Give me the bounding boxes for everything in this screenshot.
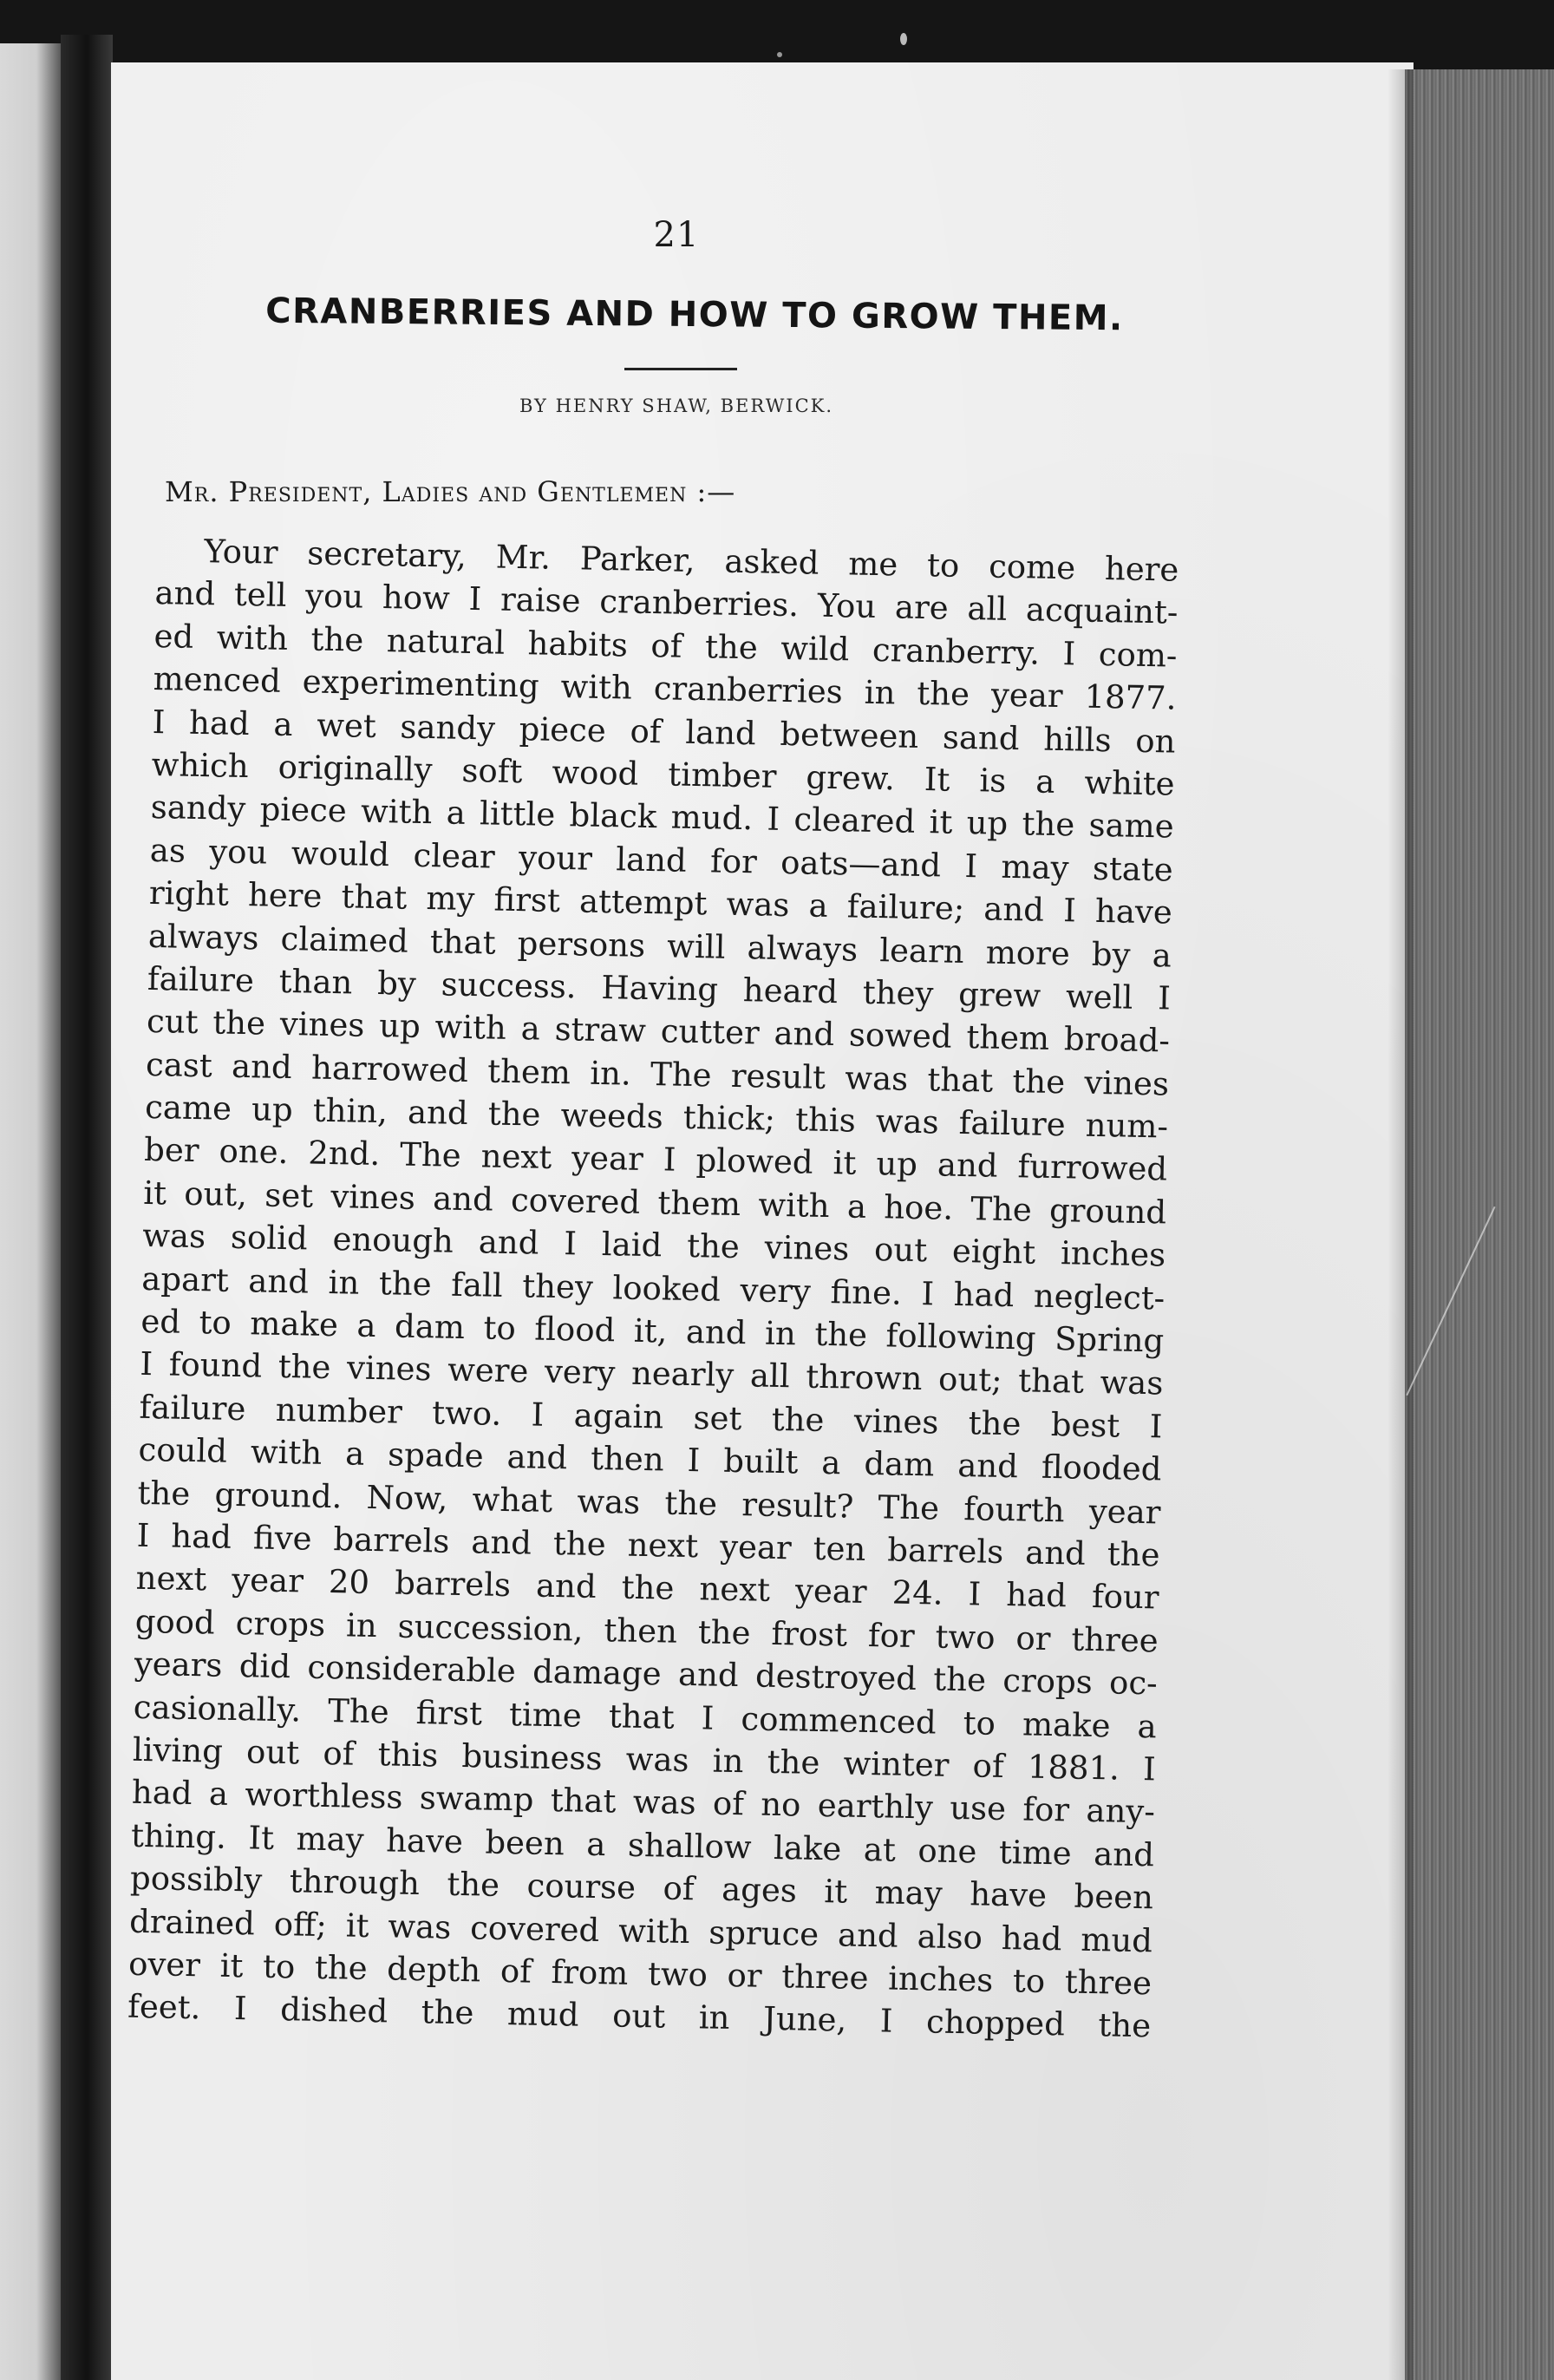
dust-speck — [900, 33, 907, 45]
text-line: possibly through the course of ages it may have been — [129, 1859, 1154, 1917]
text-line: casionally. The first time that I commenced to make a — [133, 1688, 1158, 1745]
article-title: CRANBERRIES AND HOW TO GROW THEM. — [265, 291, 1124, 339]
text-line: as you would clear your land for oats—and I may state — [149, 831, 1174, 889]
text-line: ed to make a dam to flood it, and in the following Spring — [140, 1302, 1165, 1360]
text-line: and tell you how I raise cranberries. You are all acquaint- — [154, 574, 1179, 632]
text-line: living out of this business was in the winter of 1881. I — [132, 1730, 1157, 1788]
text-line: which originally soft wood timber grew. It is a white — [151, 745, 1175, 803]
text-line: failure than by success. Having heard they grew well I — [147, 959, 1172, 1017]
text-line: next year 20 barrels and the next year 24. I had four — [135, 1559, 1159, 1617]
text-line: came up thin, and the weeds thick; this was failure num- — [144, 1088, 1169, 1146]
text-line: the ground. Now, what was the result? The fourth year — [137, 1474, 1161, 1532]
text-line: had a worthless swamp that was of no earthly use for any- — [131, 1774, 1156, 1831]
text-line: thing. It may have been a shallow lake at one time and — [130, 1816, 1155, 1874]
title-divider — [624, 368, 737, 370]
book-gutter — [61, 35, 113, 2380]
dust-speck — [777, 52, 782, 57]
text-line: cut the vines up with a straw cutter and sowed them broad- — [146, 1003, 1171, 1060]
text-line: good crops in succession, then the frost for two or three — [134, 1602, 1159, 1660]
text-line: right here that my first attempt was a failure; and I have — [148, 874, 1173, 932]
author-byline: BY HENRY SHAW, BERWICK. — [519, 396, 834, 416]
text-line: sandy piece with a little black mud. I cleared it up the same — [150, 788, 1175, 846]
text-line: I had a wet sandy piece of land between sand hills on — [152, 703, 1176, 761]
page-stack-edge — [1405, 69, 1554, 2380]
text-line: always claimed that persons will always learn more by a — [147, 917, 1172, 975]
text-line: I found the vines were very nearly all thrown out; that was — [140, 1345, 1164, 1402]
text-line: cast and harrowed them in. The result was that the vines — [145, 1045, 1170, 1103]
text-line: Your secretary, Mr. Parker, asked me to come here — [204, 533, 1179, 589]
page-edge-shadow — [1388, 69, 1414, 2380]
text-line: could with a spade and then I built a dam and flooded — [138, 1431, 1162, 1488]
text-line: it out, set vines and covered them with a hoe. The ground — [142, 1174, 1167, 1232]
text-line: feet. I dished the mud out in June, I chopped the — [127, 1987, 1152, 2045]
text-line: years did considerable damage and destroyed the crops oc- — [134, 1644, 1159, 1703]
text-line: over it to the depth of from two or three inches to three — [127, 1945, 1152, 2003]
text-line: ed with the natural habits of the wild cranberry. I com- — [153, 617, 1178, 675]
text-line: apart and in the fall they looked very fine. I had neglect- — [140, 1259, 1166, 1318]
facing-page-edge — [0, 43, 61, 2380]
text-line: drained off; it was covered with spruce and also had mud — [128, 1902, 1153, 1959]
text-line: ber one. 2nd. The next year I plowed it up and furrowed — [143, 1131, 1168, 1188]
text-line: I had five barrels and the next year ten barrels and the — [136, 1516, 1160, 1574]
text-line: menced experimenting with cranberries in the year 1877. — [153, 660, 1177, 717]
text-line: was solid enough and I laid the vines out eight inches — [141, 1217, 1166, 1274]
text-line: failure number two. I again set the vines the best I — [139, 1388, 1163, 1446]
salutation: Mr. President, Ladies and Gentlemen :— — [165, 475, 736, 508]
body-text — [127, 529, 1179, 2048]
page-number: 21 — [653, 215, 700, 255]
